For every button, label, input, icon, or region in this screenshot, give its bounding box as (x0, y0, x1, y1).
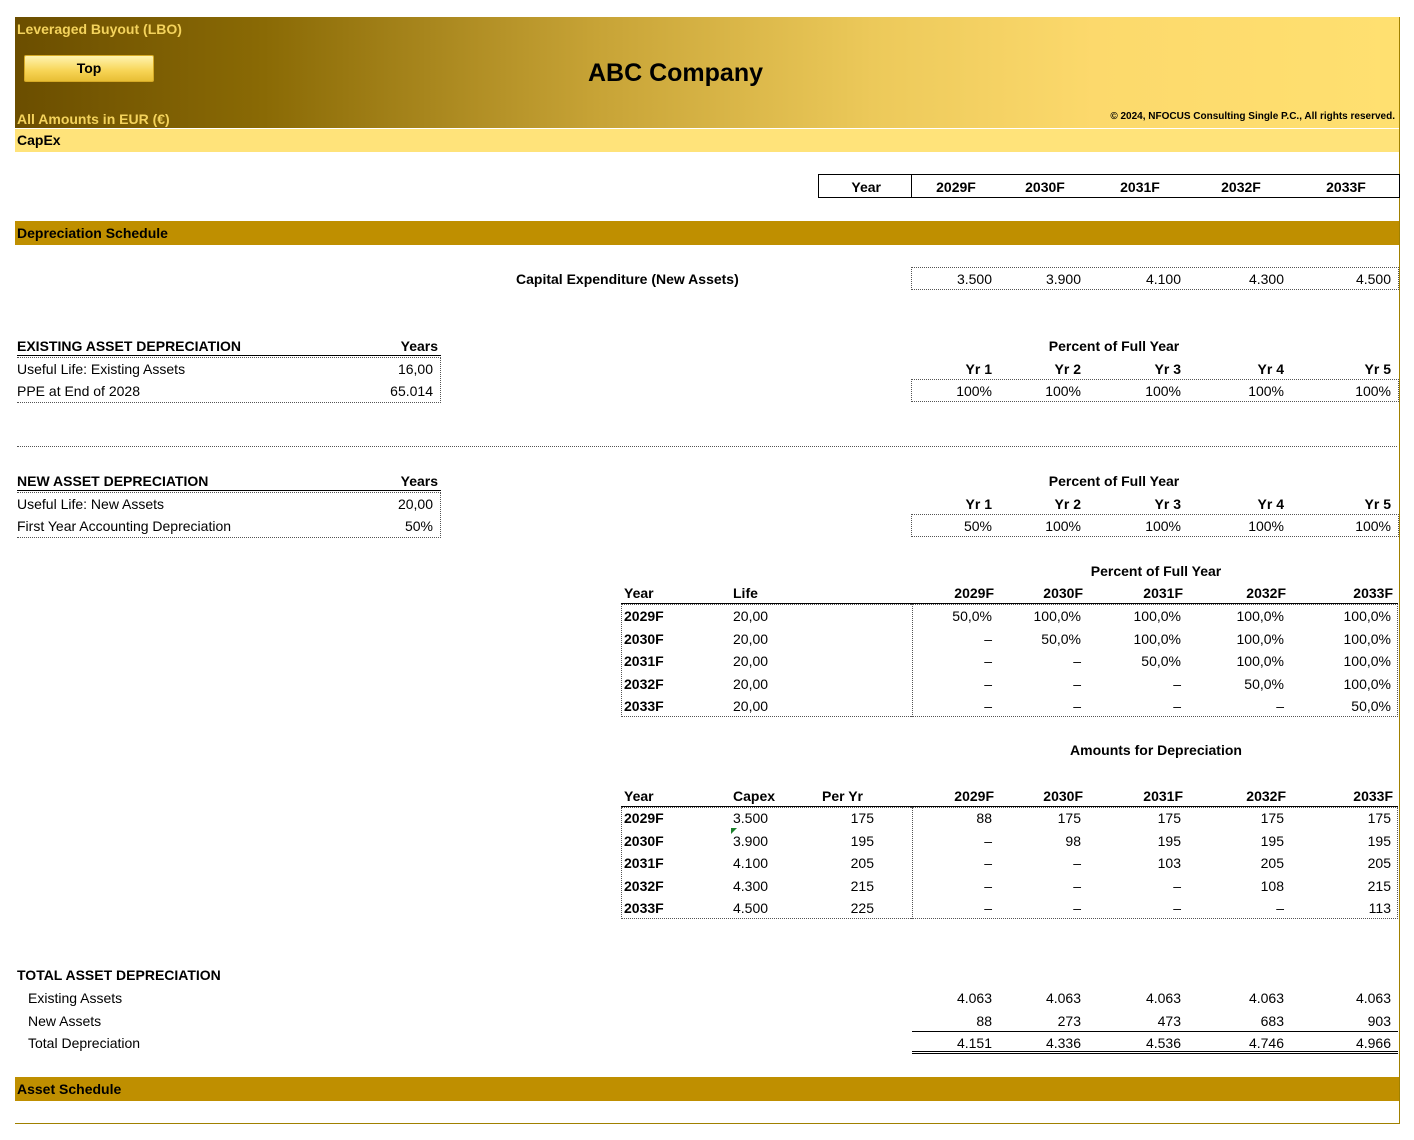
total-value[interactable]: 273 (1057, 1012, 1081, 1029)
amounts-matrix-value[interactable]: 195 (1367, 832, 1391, 849)
pct-matrix-year-header: 2029F (954, 585, 994, 601)
total-value[interactable]: 4.063 (1355, 990, 1391, 1006)
pct-matrix-row-year[interactable]: 2029F (624, 608, 664, 624)
new-pct-value[interactable]: 100% (1248, 518, 1284, 534)
amounts-matrix-value[interactable]: 175 (1157, 810, 1181, 826)
amounts-matrix-value[interactable]: 175 (1260, 810, 1284, 826)
pct-matrix-row-year[interactable]: 2030F (624, 630, 664, 647)
total-value[interactable]: 4.966 (1355, 1035, 1391, 1051)
pct-matrix-value[interactable]: – (1073, 653, 1081, 669)
pct-matrix-year-header: 2033F (1353, 585, 1393, 601)
top-button[interactable]: Top (24, 55, 154, 82)
existing-yr-label: Yr 4 (1257, 361, 1284, 377)
amounts-matrix-value[interactable]: 175 (1057, 810, 1081, 826)
existing-yr-label: Yr 2 (1054, 361, 1081, 377)
pct-matrix-title: Percent of Full Year (1090, 563, 1222, 579)
new-yr-label: Yr 4 (1257, 496, 1284, 512)
pct-matrix-value[interactable]: – (1073, 675, 1081, 692)
pct-matrix-value[interactable]: 100,0% (1133, 608, 1181, 624)
year-header-cell: 2033F (1326, 179, 1366, 195)
section-title: Depreciation Schedule (17, 225, 168, 241)
year-header-cell: 2032F (1221, 179, 1261, 195)
amounts-matrix-value[interactable]: 205 (1367, 855, 1391, 871)
amounts-matrix-year-header: 2029F (954, 788, 994, 804)
pct-matrix-value[interactable]: 50,0% (1141, 653, 1181, 669)
existing-pct-value[interactable]: 100% (1355, 383, 1391, 399)
existing-yr-label: Yr 5 (1364, 361, 1391, 377)
amounts-matrix-row-capex[interactable]: 3.500 (733, 810, 769, 826)
pct-matrix-value[interactable]: – (984, 675, 992, 692)
pct-matrix-value[interactable]: – (984, 653, 992, 669)
pct-matrix-value[interactable]: 100,0% (1133, 630, 1181, 647)
existing-pct-value[interactable]: 100% (1045, 383, 1081, 399)
amounts-matrix-row-year[interactable]: 2031F (624, 855, 664, 871)
amounts-matrix-value[interactable]: 195 (1157, 832, 1181, 849)
amounts-matrix-value[interactable]: 108 (1260, 877, 1284, 894)
header-banner (15, 17, 1399, 128)
amounts-matrix-col-peryr: Per Yr (822, 788, 863, 804)
amounts-matrix-row-peryr[interactable]: 205 (850, 855, 874, 871)
amounts-matrix-value[interactable]: – (1173, 900, 1181, 916)
existing-yr-label: Yr 3 (1154, 361, 1181, 377)
total-title: TOTAL ASSET DEPRECIATION (17, 967, 221, 983)
existing-underline (17, 355, 441, 356)
company-name: ABC Company (588, 59, 764, 87)
existing-row-label: PPE at End of 2028 (17, 383, 140, 399)
total-row-label[interactable]: Total Depreciation (28, 1035, 141, 1051)
new-pct-value[interactable]: 50% (963, 518, 992, 534)
amounts-matrix-row-year[interactable]: 2033F (624, 900, 664, 916)
amounts-matrix-col-capex: Capex (733, 788, 776, 804)
total-value[interactable]: 4.151 (956, 1035, 992, 1051)
amounts-matrix-row-peryr[interactable]: 195 (850, 832, 874, 849)
amounts-matrix-year-header: 2030F (1043, 788, 1083, 804)
amounts-matrix-value[interactable]: 205 (1260, 855, 1284, 871)
pct-matrix-value[interactable]: 100,0% (1343, 675, 1391, 692)
capex-value[interactable]: 3.500 (956, 271, 992, 287)
amounts-matrix-row-capex[interactable]: 4.300 (733, 877, 769, 894)
pct-matrix-value[interactable]: – (1276, 698, 1284, 714)
existing-row-label: Useful Life: Existing Assets (17, 361, 186, 377)
pct-matrix-value[interactable]: 50,0% (952, 608, 992, 624)
new-pct-value[interactable]: 100% (1145, 518, 1181, 534)
pct-matrix-value[interactable]: 50,0% (1351, 698, 1391, 714)
amounts-matrix-row-year[interactable]: 2032F (624, 877, 664, 894)
amounts-matrix-title: Amounts for Depreciation (1070, 742, 1242, 758)
amounts-matrix-row-peryr[interactable]: 175 (850, 810, 874, 826)
total-rule (912, 1031, 1398, 1032)
capex-value[interactable]: 4.100 (1145, 271, 1181, 287)
amounts-matrix-row-capex[interactable]: 4.100 (733, 855, 769, 871)
amounts-matrix-value[interactable]: 98 (1065, 832, 1081, 849)
pct-matrix-row-year[interactable]: 2032F (624, 675, 664, 692)
pct-matrix-value[interactable]: 100,0% (1343, 608, 1391, 624)
pct-matrix-row-year[interactable]: 2031F (624, 653, 664, 669)
amounts-matrix-value[interactable]: – (984, 855, 992, 871)
existing-pct-value[interactable]: 100% (956, 383, 992, 399)
new-yr-label: Yr 3 (1154, 496, 1181, 512)
total-value[interactable]: 4.063 (956, 990, 992, 1006)
amounts-matrix-row-peryr[interactable]: 225 (850, 900, 874, 916)
total-value[interactable]: 4.063 (1145, 990, 1181, 1006)
existing-row-value: 16,00 (397, 361, 433, 377)
existing-pct-title: Percent of Full Year (1048, 338, 1180, 354)
year-header-cell: 2030F (1025, 179, 1065, 195)
amounts-matrix-value[interactable]: 195 (1260, 832, 1284, 849)
amounts-matrix-value[interactable]: 103 (1157, 855, 1181, 871)
amounts-matrix-year-header: 2033F (1353, 788, 1393, 804)
total-value[interactable]: 473 (1157, 1012, 1181, 1029)
pct-matrix-year-header: 2032F (1246, 585, 1286, 601)
new-pct-value[interactable]: 100% (1045, 518, 1081, 534)
amounts-matrix-value[interactable]: 215 (1367, 877, 1391, 894)
amounts-matrix-value[interactable]: – (1173, 877, 1181, 894)
pct-matrix-value[interactable]: 50,0% (1041, 630, 1081, 647)
copyright-note: © 2024, NFOCUS Consulting Single P.C., All rights reserved. (1110, 111, 1395, 122)
amounts-matrix-value[interactable]: – (984, 877, 992, 894)
pct-matrix-year-header: 2031F (1143, 585, 1183, 601)
pct-matrix-value[interactable]: – (1173, 698, 1181, 714)
pct-matrix-value[interactable]: 100,0% (1236, 630, 1284, 647)
sheet-title: CapEx (17, 132, 61, 148)
amounts-matrix-col-year: Year (624, 788, 654, 804)
total-value[interactable]: 4.536 (1145, 1035, 1181, 1051)
new-row-label: First Year Accounting Depreciation (17, 518, 232, 534)
new-years-label: Years (400, 473, 438, 489)
amounts-matrix-value[interactable]: – (984, 900, 992, 916)
existing-pct-value[interactable]: 100% (1248, 383, 1284, 399)
existing-yr-label: Yr 1 (965, 361, 992, 377)
pct-matrix-row-year[interactable]: 2033F (624, 698, 664, 714)
pct-matrix-col-life: Life (733, 585, 758, 601)
new-pct-value[interactable]: 100% (1355, 518, 1391, 534)
amounts-matrix-value[interactable]: 175 (1367, 810, 1391, 826)
pct-matrix-value[interactable]: 100,0% (1033, 608, 1081, 624)
amounts-matrix-row-capex[interactable]: 4.500 (733, 900, 769, 916)
total-double-rule-1 (912, 1051, 1398, 1052)
new-yr-label: Yr 1 (965, 496, 992, 512)
amounts-matrix-year-header: 2031F (1143, 788, 1183, 804)
capex-value[interactable]: 4.500 (1355, 271, 1391, 287)
pct-matrix-value[interactable]: – (1073, 698, 1081, 714)
pct-matrix-value[interactable]: 100,0% (1343, 630, 1391, 647)
total-value[interactable]: 4.746 (1248, 1035, 1284, 1051)
total-row-label[interactable]: Existing Assets (28, 990, 123, 1006)
new-underline (17, 490, 441, 491)
sheet-title-bar (15, 129, 1399, 152)
model-title: Leveraged Buyout (LBO) (17, 21, 182, 37)
new-row-label: Useful Life: New Assets (17, 496, 165, 512)
total-double-rule-2 (912, 1053, 1398, 1054)
total-value[interactable]: 683 (1260, 1012, 1284, 1029)
existing-row-value: 65.014 (390, 383, 433, 399)
pct-matrix-value[interactable]: – (1173, 675, 1181, 692)
amounts-matrix-value[interactable]: – (1073, 877, 1081, 894)
pct-matrix-value[interactable]: 100,0% (1343, 653, 1391, 669)
year-header-cell: 2031F (1120, 179, 1160, 195)
amounts-matrix-row-year[interactable]: 2029F (624, 810, 664, 826)
pct-matrix-row-life[interactable]: 20,00 (733, 675, 769, 692)
pct-matrix-value[interactable]: 50,0% (1244, 675, 1284, 692)
existing-years-label: Years (400, 338, 438, 354)
pct-matrix-row-life[interactable]: 20,00 (733, 630, 769, 647)
section-title: Asset Schedule (17, 1081, 122, 1097)
total-row-label[interactable]: New Assets (28, 1012, 102, 1029)
pct-matrix-year-header: 2030F (1043, 585, 1083, 601)
amounts-matrix-row-capex[interactable]: 3.900 (733, 832, 769, 849)
section-depreciation-schedule (15, 221, 1399, 245)
existing-pct-value[interactable]: 100% (1145, 383, 1181, 399)
pct-matrix-value[interactable]: – (984, 630, 992, 647)
amounts-matrix-value[interactable]: – (1073, 855, 1081, 871)
total-value[interactable]: 4.336 (1045, 1035, 1081, 1051)
amounts-matrix-value[interactable]: 113 (1368, 900, 1391, 916)
amounts-matrix-value[interactable]: – (984, 832, 992, 849)
capex-label: Capital Expenditure (New Assets) (516, 271, 739, 287)
pct-matrix-col-year: Year (624, 585, 654, 601)
amounts-matrix-value[interactable]: – (1276, 900, 1284, 916)
new-title: NEW ASSET DEPRECIATION (17, 473, 209, 489)
amounts-matrix-value[interactable]: – (1073, 900, 1081, 916)
capex-value[interactable]: 3.900 (1045, 271, 1081, 287)
pct-matrix-row-life[interactable]: 20,00 (733, 653, 769, 669)
amounts-matrix-value[interactable]: 88 (976, 810, 992, 826)
pct-matrix-value[interactable]: 100,0% (1236, 653, 1284, 669)
pct-matrix-value[interactable]: – (984, 698, 992, 714)
new-yr-label: Yr 2 (1054, 496, 1081, 512)
section-asset-schedule (15, 1077, 1399, 1101)
amounts-matrix-row-peryr[interactable]: 215 (850, 877, 874, 894)
total-value[interactable]: 903 (1367, 1012, 1391, 1029)
total-value[interactable]: 88 (976, 1012, 992, 1029)
amounts-matrix-year-header: 2032F (1246, 788, 1286, 804)
pct-matrix-row-life[interactable]: 20,00 (733, 608, 769, 624)
currency-note: All Amounts in EUR (€) (17, 111, 170, 127)
total-value[interactable]: 4.063 (1045, 990, 1081, 1006)
new-row-value: 20,00 (397, 496, 433, 512)
existing-title: EXISTING ASSET DEPRECIATION (17, 338, 242, 354)
year-header-divider (911, 174, 912, 197)
new-row-value: 50% (404, 518, 433, 534)
total-value[interactable]: 4.063 (1248, 990, 1284, 1006)
new-yr-label: Yr 5 (1364, 496, 1391, 512)
pct-matrix-row-life[interactable]: 20,00 (733, 698, 769, 714)
capex-value[interactable]: 4.300 (1248, 271, 1284, 287)
divider (17, 446, 1397, 447)
year-header-label: Year (851, 179, 881, 195)
new-pct-title: Percent of Full Year (1048, 473, 1180, 489)
pct-matrix-value[interactable]: 100,0% (1236, 608, 1284, 624)
year-header-cell: 2029F (936, 179, 976, 195)
amounts-matrix-row-year[interactable]: 2030F (624, 832, 664, 849)
